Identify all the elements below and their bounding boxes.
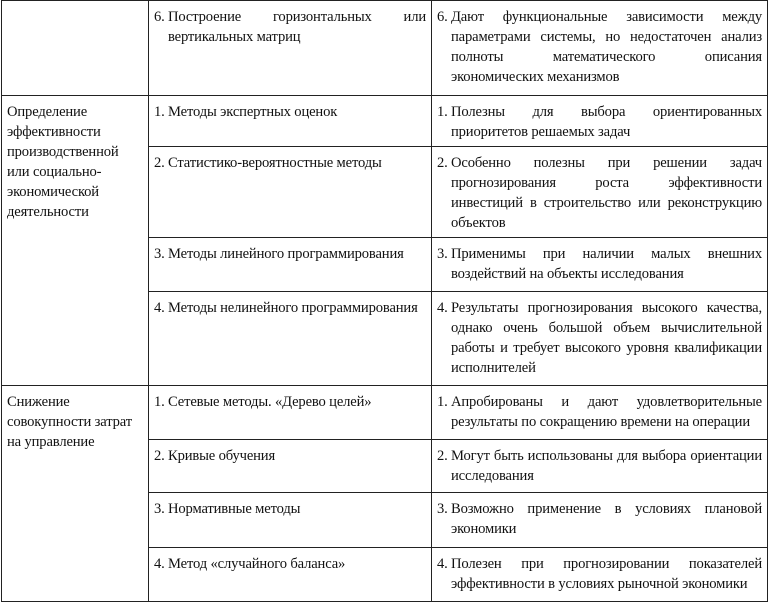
table-row xyxy=(2,386,768,440)
method-number: 2. xyxy=(154,448,165,464)
method-number: 3. xyxy=(154,501,165,517)
table-row xyxy=(2,96,768,147)
note-number: 2. xyxy=(437,448,448,464)
method-cell xyxy=(149,386,432,440)
method-cell xyxy=(149,440,432,493)
method-text: Кривые обучения xyxy=(168,448,276,464)
note-cell xyxy=(432,147,768,238)
note-cell xyxy=(432,238,768,292)
note-text: Могут быть использованы для выбора ориентации исследования xyxy=(451,448,762,484)
method-cell xyxy=(149,292,432,386)
method-cell xyxy=(149,96,432,147)
method-cell xyxy=(149,548,432,602)
note-cell xyxy=(432,440,768,493)
method-cell xyxy=(149,493,432,548)
method-text: Нормативные методы xyxy=(168,501,301,517)
note-text: Дают функциональные зависимости между параметрами системы, но недостаточен анализ полноты математического описания экономических механизмов xyxy=(451,9,762,85)
method-cell xyxy=(149,147,432,238)
note-text: Особенно полезны при решении задач прогнозирования роста эффективности инвестиций в строительство или реконструкцию объектов xyxy=(451,155,762,231)
note-text: Применимы при наличии малых внешних воздействий на объекты исследования xyxy=(451,246,762,282)
method-text: Статистико-вероятностные методы xyxy=(168,155,382,171)
note-cell xyxy=(432,548,768,602)
method-text: Методы экспертных оценок xyxy=(168,104,338,120)
goal-cell xyxy=(2,96,149,386)
method-text: Методы линейного программирования xyxy=(168,246,404,262)
method-number: 1. xyxy=(154,394,165,410)
table-row xyxy=(2,1,768,96)
note-text: Возможно применение в условиях плановой экономики xyxy=(451,501,762,537)
method-text: Метод «случайного баланса» xyxy=(168,556,346,572)
goal-text: Определение эффективности производственной или социально-экономической деятельности xyxy=(7,104,119,220)
goal-text: Снижение совокупности затрат на управление xyxy=(7,394,132,450)
note-cell xyxy=(432,493,768,548)
note-number: 1. xyxy=(437,394,448,410)
method-number: 6. xyxy=(154,9,165,25)
note-cell xyxy=(432,1,768,96)
method-number: 4. xyxy=(154,556,165,572)
note-number: 6. xyxy=(437,9,448,25)
note-number: 4. xyxy=(437,300,448,316)
note-number: 4. xyxy=(437,556,448,572)
method-text: Сетевые методы. «Дерево целей» xyxy=(168,394,372,410)
note-number: 3. xyxy=(437,246,448,262)
note-number: 1. xyxy=(437,104,448,120)
methods-table xyxy=(1,0,768,602)
note-cell xyxy=(432,292,768,386)
note-text: Апробированы и дают удовлетворительные результаты по сокращению времени на операции xyxy=(451,394,762,430)
method-cell xyxy=(149,1,432,96)
method-cell xyxy=(149,238,432,292)
method-number: 2. xyxy=(154,155,165,171)
note-text: Полезен при прогнозировании показателей эффективности в условиях рыночной экономики xyxy=(451,556,762,592)
note-cell xyxy=(432,96,768,147)
note-number: 3. xyxy=(437,501,448,517)
method-number: 3. xyxy=(154,246,165,262)
method-number: 1. xyxy=(154,104,165,120)
method-text: Методы нелинейного программирования xyxy=(168,300,418,316)
note-number: 2. xyxy=(437,155,448,171)
goal-cell xyxy=(2,1,149,96)
method-number: 4. xyxy=(154,300,165,316)
method-text: Построение горизонтальных или вертикальных матриц xyxy=(168,9,426,45)
goal-cell xyxy=(2,386,149,602)
note-cell xyxy=(432,386,768,440)
note-text: Полезны для выбора ориентированных приоритетов решаемых задач xyxy=(451,104,762,140)
note-text: Результаты прогнозирования высокого качества, однако очень большой объем вычислительной работы и требует высокого уровня квалификации исполнителей xyxy=(451,300,762,376)
